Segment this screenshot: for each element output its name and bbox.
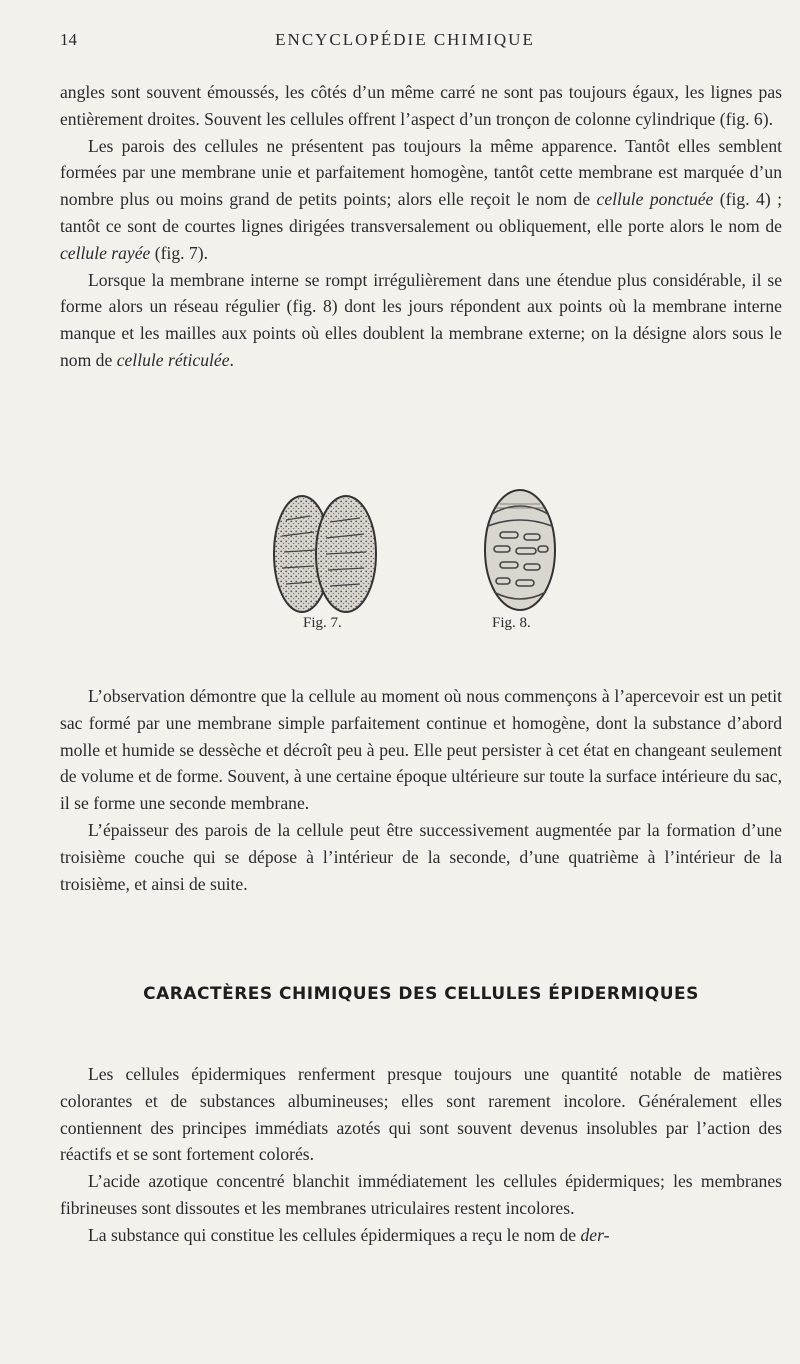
text-block-cell-formation xyxy=(60,683,782,897)
term-der-hyphenated: der- xyxy=(580,1224,610,1245)
paragraph-nitric-acid: L’acide azotique concentré blanchit immédiatement les cellules épidermiques; les membranes fibrineuses sont dissoutes et les membranes utriculaires restent incolores. xyxy=(60,1171,782,1218)
text-run: Lorsque la membrane interne se rompt irrégulièrement dans une étendue plus considérable, il se forme alors un réseau régulier (fig. 8) dont les jours répondent aux points où la membrane interne manque et les mailles aux points où elles doublent la membrane externe; on la désigne alors sous le nom de xyxy=(60,269,782,370)
paragraph-epidermal-contents: Les cellules épidermiques renferment presque toujours une quantité notable de matières colorantes et de substances albumineuses; elles sont rarement incolore. Généralement elles contiennent des principes immédiats azotés qui sont souvent devenus insolubles par l’action des réactifs et se sont fortement colorés. xyxy=(60,1064,782,1165)
paragraph-wall-thickening: L’épaisseur des parois de la cellule peut être successivement augmentée par la formation d’une troisième couche qui se dépose à l’intérieur de la seconde, d’une quatrième à l’intérieur de la troisième, et ainsi de suite. xyxy=(60,819,782,894)
paragraph-continuation: angles sont souvent émoussés, les côtés d’un même carré ne sont pas toujours égaux, les lignes pas entièrement droites. Souvent les cellules offrent l’aspect d’un tronçon de colonne cylindrique (fig. 6). xyxy=(60,82,782,129)
running-title: ENCYCLOPÉDIE CHIMIQUE xyxy=(275,30,535,49)
section-heading: CARACTÈRES CHIMIQUES DES CELLULES ÉPIDERMIQUES xyxy=(143,984,699,1004)
page-header xyxy=(60,30,750,54)
text-block-chemical-characters xyxy=(60,1061,782,1249)
figures-row xyxy=(0,478,800,638)
figure-8-illustration xyxy=(480,484,560,614)
text-block-cell-walls xyxy=(60,79,782,374)
figure-8-caption: Fig. 8. xyxy=(492,615,531,631)
text-run: La substance qui constitue les cellules épidermiques a reçu le nom de xyxy=(88,1224,581,1245)
paragraph-substance-name xyxy=(60,1222,782,1249)
term-cellule-ponctuee: cellule ponctuée xyxy=(596,189,714,210)
term-cellule-rayee: cellule rayée xyxy=(60,242,151,263)
page-number: 14 xyxy=(60,30,77,49)
term-cellule-reticulee: cellule réticulée xyxy=(116,349,230,370)
text-run: (fig. 4) ; tantôt ce sont de courtes lignes dirigées transversalement ou obliquement, elle porte alors le nom de xyxy=(60,189,782,236)
figure-7-caption: Fig. 7. xyxy=(303,615,342,631)
paragraph-cell-observation: L’observation démontre que la cellule au moment où nous commençons à l’apercevoir est un petit sac formé par une membrane simple parfaitement continue et homogène, dont la substance d’abord molle et humide se dessèche et décroît peu à peu. Elle peut persister à cet état en changeant seulement de volume et de forme. Souvent, à une certaine époque ultérieure sur toute la surface intérieure du sac, il se forme une seconde membrane. xyxy=(60,686,782,814)
figure-7-illustration xyxy=(270,490,380,620)
paragraph-reticulated-cell xyxy=(60,267,782,374)
text-run: . xyxy=(229,349,234,370)
paragraph-cell-wall-appearance xyxy=(60,133,782,267)
text-run: Les parois des cellules ne présentent pas toujours la même apparence. Tantôt elles semblent formées par une membrane unie et parfaitement homogène, tantôt cette membrane est marquée d’un nombre plus ou moins grand de petits points; alors elle reçoit le nom de xyxy=(60,135,782,210)
text-run: (fig. 7). xyxy=(150,242,209,263)
